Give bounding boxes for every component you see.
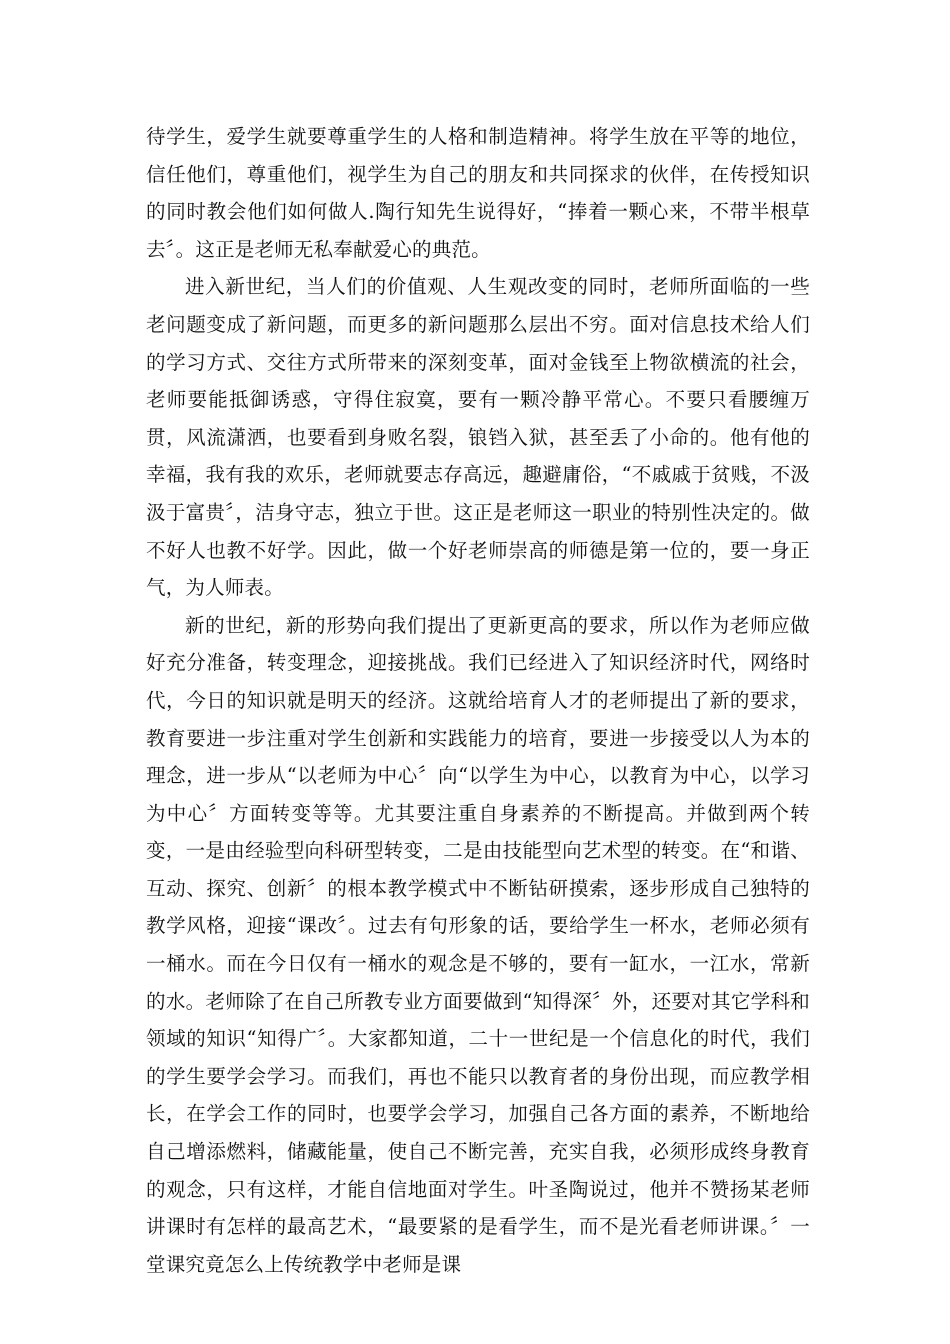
paragraph-1: 待学生，爱学生就要尊重学生的人格和制造精神。将学生放在平等的地位，信任他们，尊重他们，视学生为自己的朋友和共同探求的伙伴，在传授知识的同时教会他们如何做人.陶行知先生说得好，“捧着一颗心来，不带半根草去〞。这正是老师无私奉献爱心的典范。 (146, 125, 810, 261)
document-page (146, 118, 810, 1283)
paragraph-2: 进入新世纪，当人们的价值观、人生观改变的同时，老师所面临的一些老问题变成了新问题，而更多的新问题那么层出不穷。面对信息技术给人们的学习方式、交往方式所带来的深刻变革，面对金钱至上物欲横流的社会，老师要能抵御诱惑，守得住寂寞，要有一颗冷静平常心。不要只看腰缠万贯，风流潇洒，也要看到身败名裂，锒铛入狱，甚至丢了小命的。他有他的幸福，我有我的欢乐，老师就要志存高远，趣避庸俗，“不戚戚于贫贱，不汲汲于富贵〞，洁身守志，独立于世。这正是老师这一职业的特别性决定的。做不好人也教不好学。因此，做一个好老师崇高的师德是第一位的，要一身正气，为人师表。 (146, 275, 810, 600)
paragraph-3: 新的世纪，新的形势向我们提出了更新更高的要求，所以作为老师应做好充分准备，转变理念，迎接挑战。我们已经进入了知识经济时代，网络时代，今日的知识就是明天的经济。这就给培育人才的老师提出了新的要求，教育要进一步注重对学生创新和实践能力的培育，要进一步接受以人为本的理念，进一步从“以老师为中心〞向“以学生为中心，以教育为中心，以学习为中心〞方面转变等等。尤其要注重自身素养的不断提高。并做到两个转变，一是由经验型向科研型转变，二是由技能型向艺术型的转变。在“和谐、互动、探究、创新〞的根本教学模式中不断钻研摸索，逐步形成自己独特的教学风格，迎接“课改〞。过去有句形象的话，要给学生一杯水，老师必须有一桶水。而在今日仅有一桶水的观念是不够的，要有一缸水，一江水，常新的水。老师除了在自己所教专业方面要做到“知得深〞外，还要对其它学科和领域的知识“知得广〞。大家都知道，二十一世纪是一个信息化的时代，我们的学生要学会学习。而我们，再也不能只以教育者的身份出现，而应教学相长，在学会工作的同时，也要学会学习，加强自己各方面的素养，不断地给自己增添燃料，储藏能量，使自己不断完善，充实自我，必须形成终身教育的观念，只有这样，才能自信地面对学生。叶圣陶说过，他并不赞扬某老师讲课时有怎样的最高艺术，“最要紧的是看学生，而不是光看老师讲课。〞一堂课究竟怎么上传统教学中老师是课 (146, 613, 810, 1276)
